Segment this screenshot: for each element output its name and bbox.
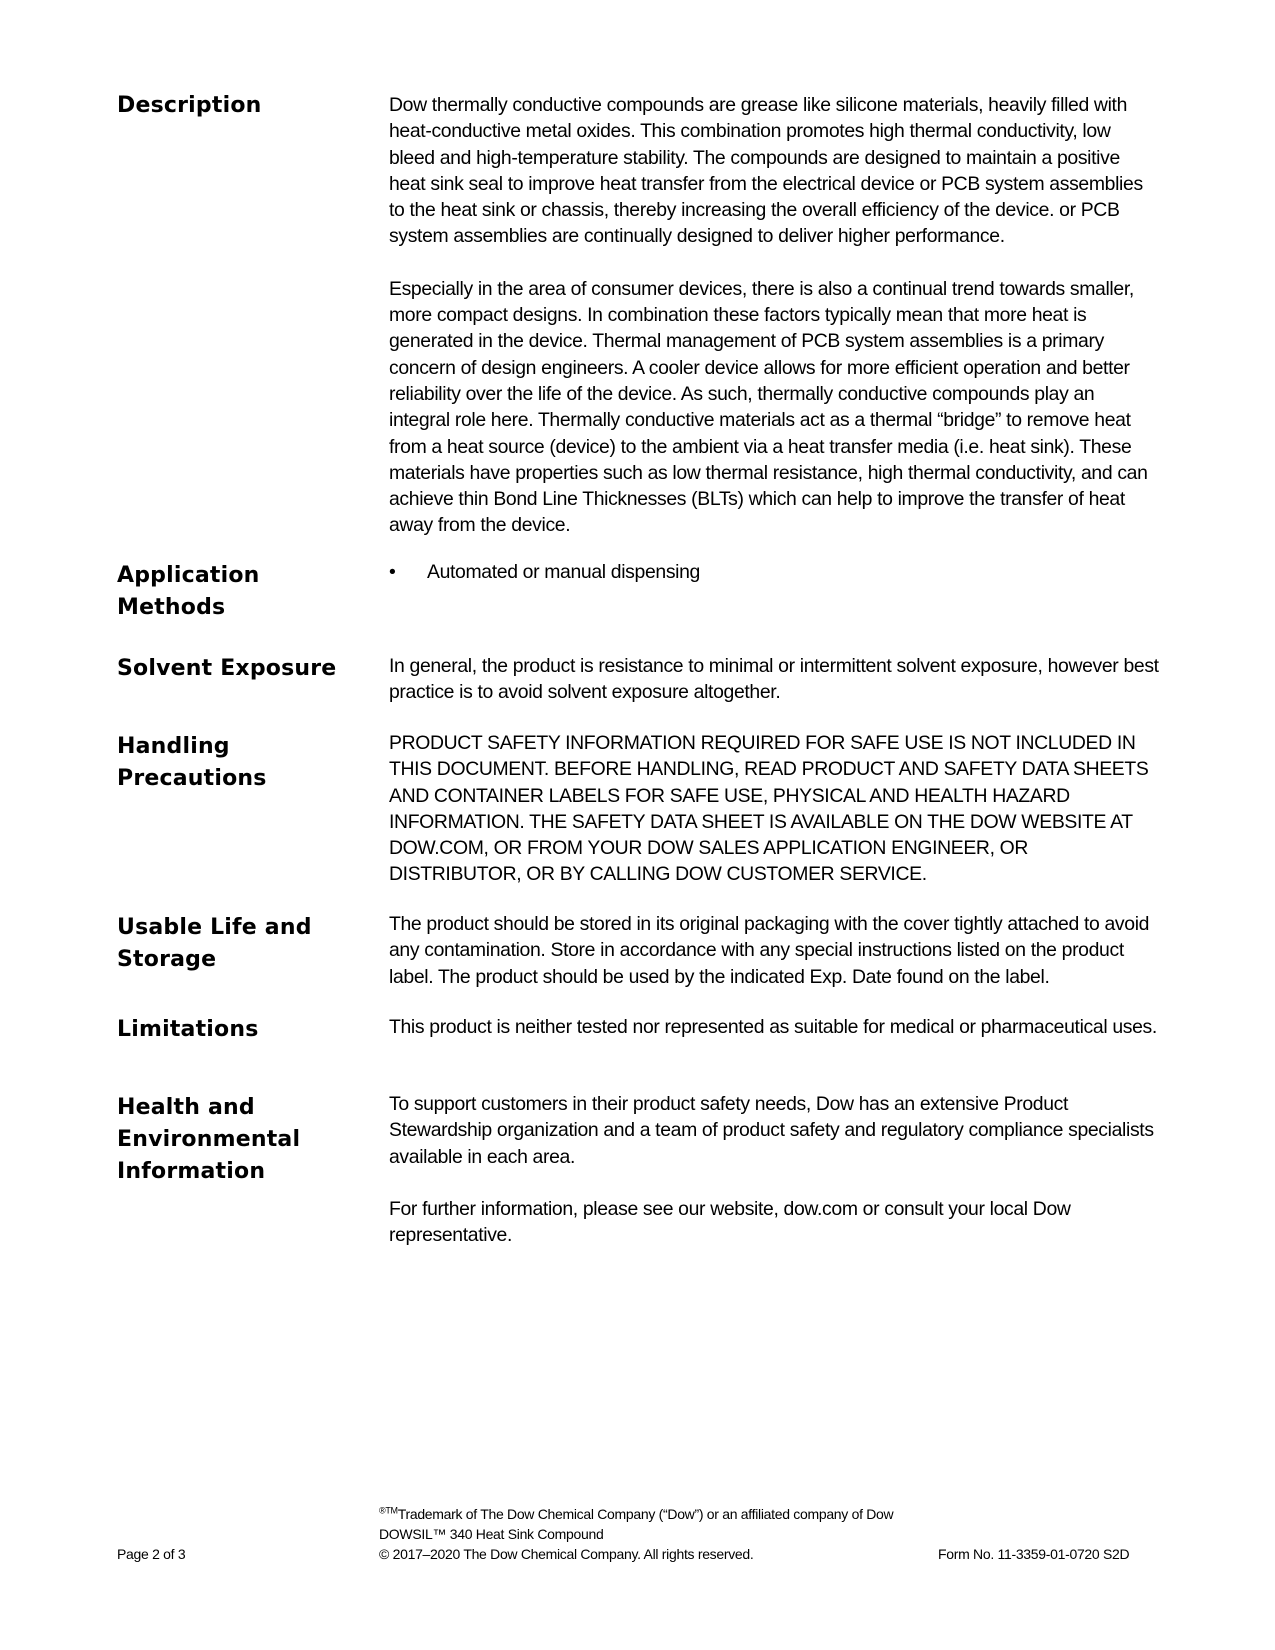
storage-body: The product should be stored in its original packaging with the cover tightly attached to avoid any contamination. Store in accordance with any special instructions listed on the product label. The product should be used by the indicated Exp. Date found on the label. bbox=[389, 913, 1150, 988]
trademark-symbol: ®TM bbox=[379, 1505, 398, 1516]
footer-product-name: DOWSIL™ 340 Heat Sink Compound bbox=[379, 1526, 604, 1542]
application-body bbox=[389, 559, 1159, 585]
description-paragraph-1: Dow thermally conductive compounds are grease like silicone materials, heavily filled with heat-conductive metal oxides. This combination promotes high thermal conductivity, low bleed and high-temperature stability. The compounds are designed to maintain a positive heat sink seal to improve heat transfer from the electrical device or PCB system assemblies to the heat sink or chassis, thereby increasing the overall efficiency of the device. or PCB system assemblies are continually designed to deliver higher performance. bbox=[389, 94, 1143, 248]
health-paragraph-2: For further information, please see our website, dow.com or consult your local Dow representative. bbox=[389, 1197, 1071, 1247]
handling-heading-line2: Precautions bbox=[117, 766, 267, 791]
limitations-heading: Limitations bbox=[117, 1017, 259, 1042]
health-body bbox=[389, 1091, 1159, 1248]
storage-heading-line1: Usable Life and bbox=[117, 915, 312, 940]
solvent-body: In general, the product is resistance to minimal or intermittent solvent exposure, however best practice is to avoid solvent exposure altogether. bbox=[389, 655, 1159, 704]
description-paragraph-2: Especially in the area of consumer devices, there is also a continual trend towards smaller, more compact designs. In combination these factors typically mean that more heat is generated in the device. Thermal management of PCB system assemblies is a primary concern of design engineers. A cooler device allows for more efficient operation and better reliability over the life of the device. As such, thermally conductive compounds play an integral role here. Thermally conductive materials act as a thermal “bridge” to remove heat from a heat source (device) to the ambient via a heat transfer media (i.e. heat sink). These materials have properties such as low thermal resistance, high thermal conductivity, and can achieve thin Bond Line Thicknesses (BLTs) which can help to improve the transfer of heat away from the device. bbox=[389, 277, 1148, 537]
footer-page-number: Page 2 of 3 bbox=[117, 1546, 186, 1562]
limitations-body: This product is neither tested nor represented as suitable for medical or pharmaceutical uses. bbox=[389, 1016, 1157, 1038]
storage-heading bbox=[117, 912, 367, 976]
solvent-heading: Solvent Exposure bbox=[117, 656, 337, 681]
description-heading: Description bbox=[117, 93, 262, 118]
health-heading bbox=[117, 1092, 367, 1188]
handling-body: PRODUCT SAFETY INFORMATION REQUIRED FOR SAFE USE IS NOT INCLUDED IN THIS DOCUMENT. BEFORE HANDLING, READ PRODUCT AND SAFETY DATA SHEETS AND CONTAINER LABELS FOR SAFE USE, PHYSICAL AND HEALTH HAZARD INFORMATION. THE SAFETY DATA SHEET IS AVAILABLE ON THE DOW WEBSITE AT DOW.COM, OR FROM YOUR DOW SALES APPLICATION ENGINEER, OR DISTRIBUTOR, OR BY CALLING DOW CUSTOMER SERVICE. bbox=[389, 732, 1149, 886]
handling-heading-line1: Handling bbox=[117, 734, 230, 759]
health-heading-line1: Health and bbox=[117, 1095, 255, 1120]
footer-trademark bbox=[379, 1504, 893, 1524]
list-item bbox=[389, 559, 1159, 585]
health-heading-line3: Information bbox=[117, 1159, 266, 1184]
bullet-icon: • bbox=[389, 561, 396, 583]
application-heading bbox=[117, 560, 367, 624]
application-heading-line2: Methods bbox=[117, 595, 226, 620]
health-paragraph-1: To support customers in their product safety needs, Dow has an extensive Product Stewardship organization and a team of product safety and regulatory compliance specialists available in each area. bbox=[389, 1093, 1154, 1168]
application-heading-line1: Application bbox=[117, 563, 260, 588]
trademark-text: Trademark of The Dow Chemical Company (“Dow”) or an affiliated company of Dow bbox=[397, 1506, 894, 1522]
health-heading-line2: Environmental bbox=[117, 1127, 301, 1152]
application-item: Automated or manual dispensing bbox=[427, 561, 700, 583]
handling-heading bbox=[117, 731, 367, 795]
description-body bbox=[389, 92, 1159, 539]
footer-form-number: Form No. 11-3359-01-0720 S2D bbox=[938, 1546, 1130, 1562]
storage-heading-line2: Storage bbox=[117, 947, 217, 972]
footer-copyright: © 2017–2020 The Dow Chemical Company. All rights reserved. bbox=[379, 1546, 754, 1562]
